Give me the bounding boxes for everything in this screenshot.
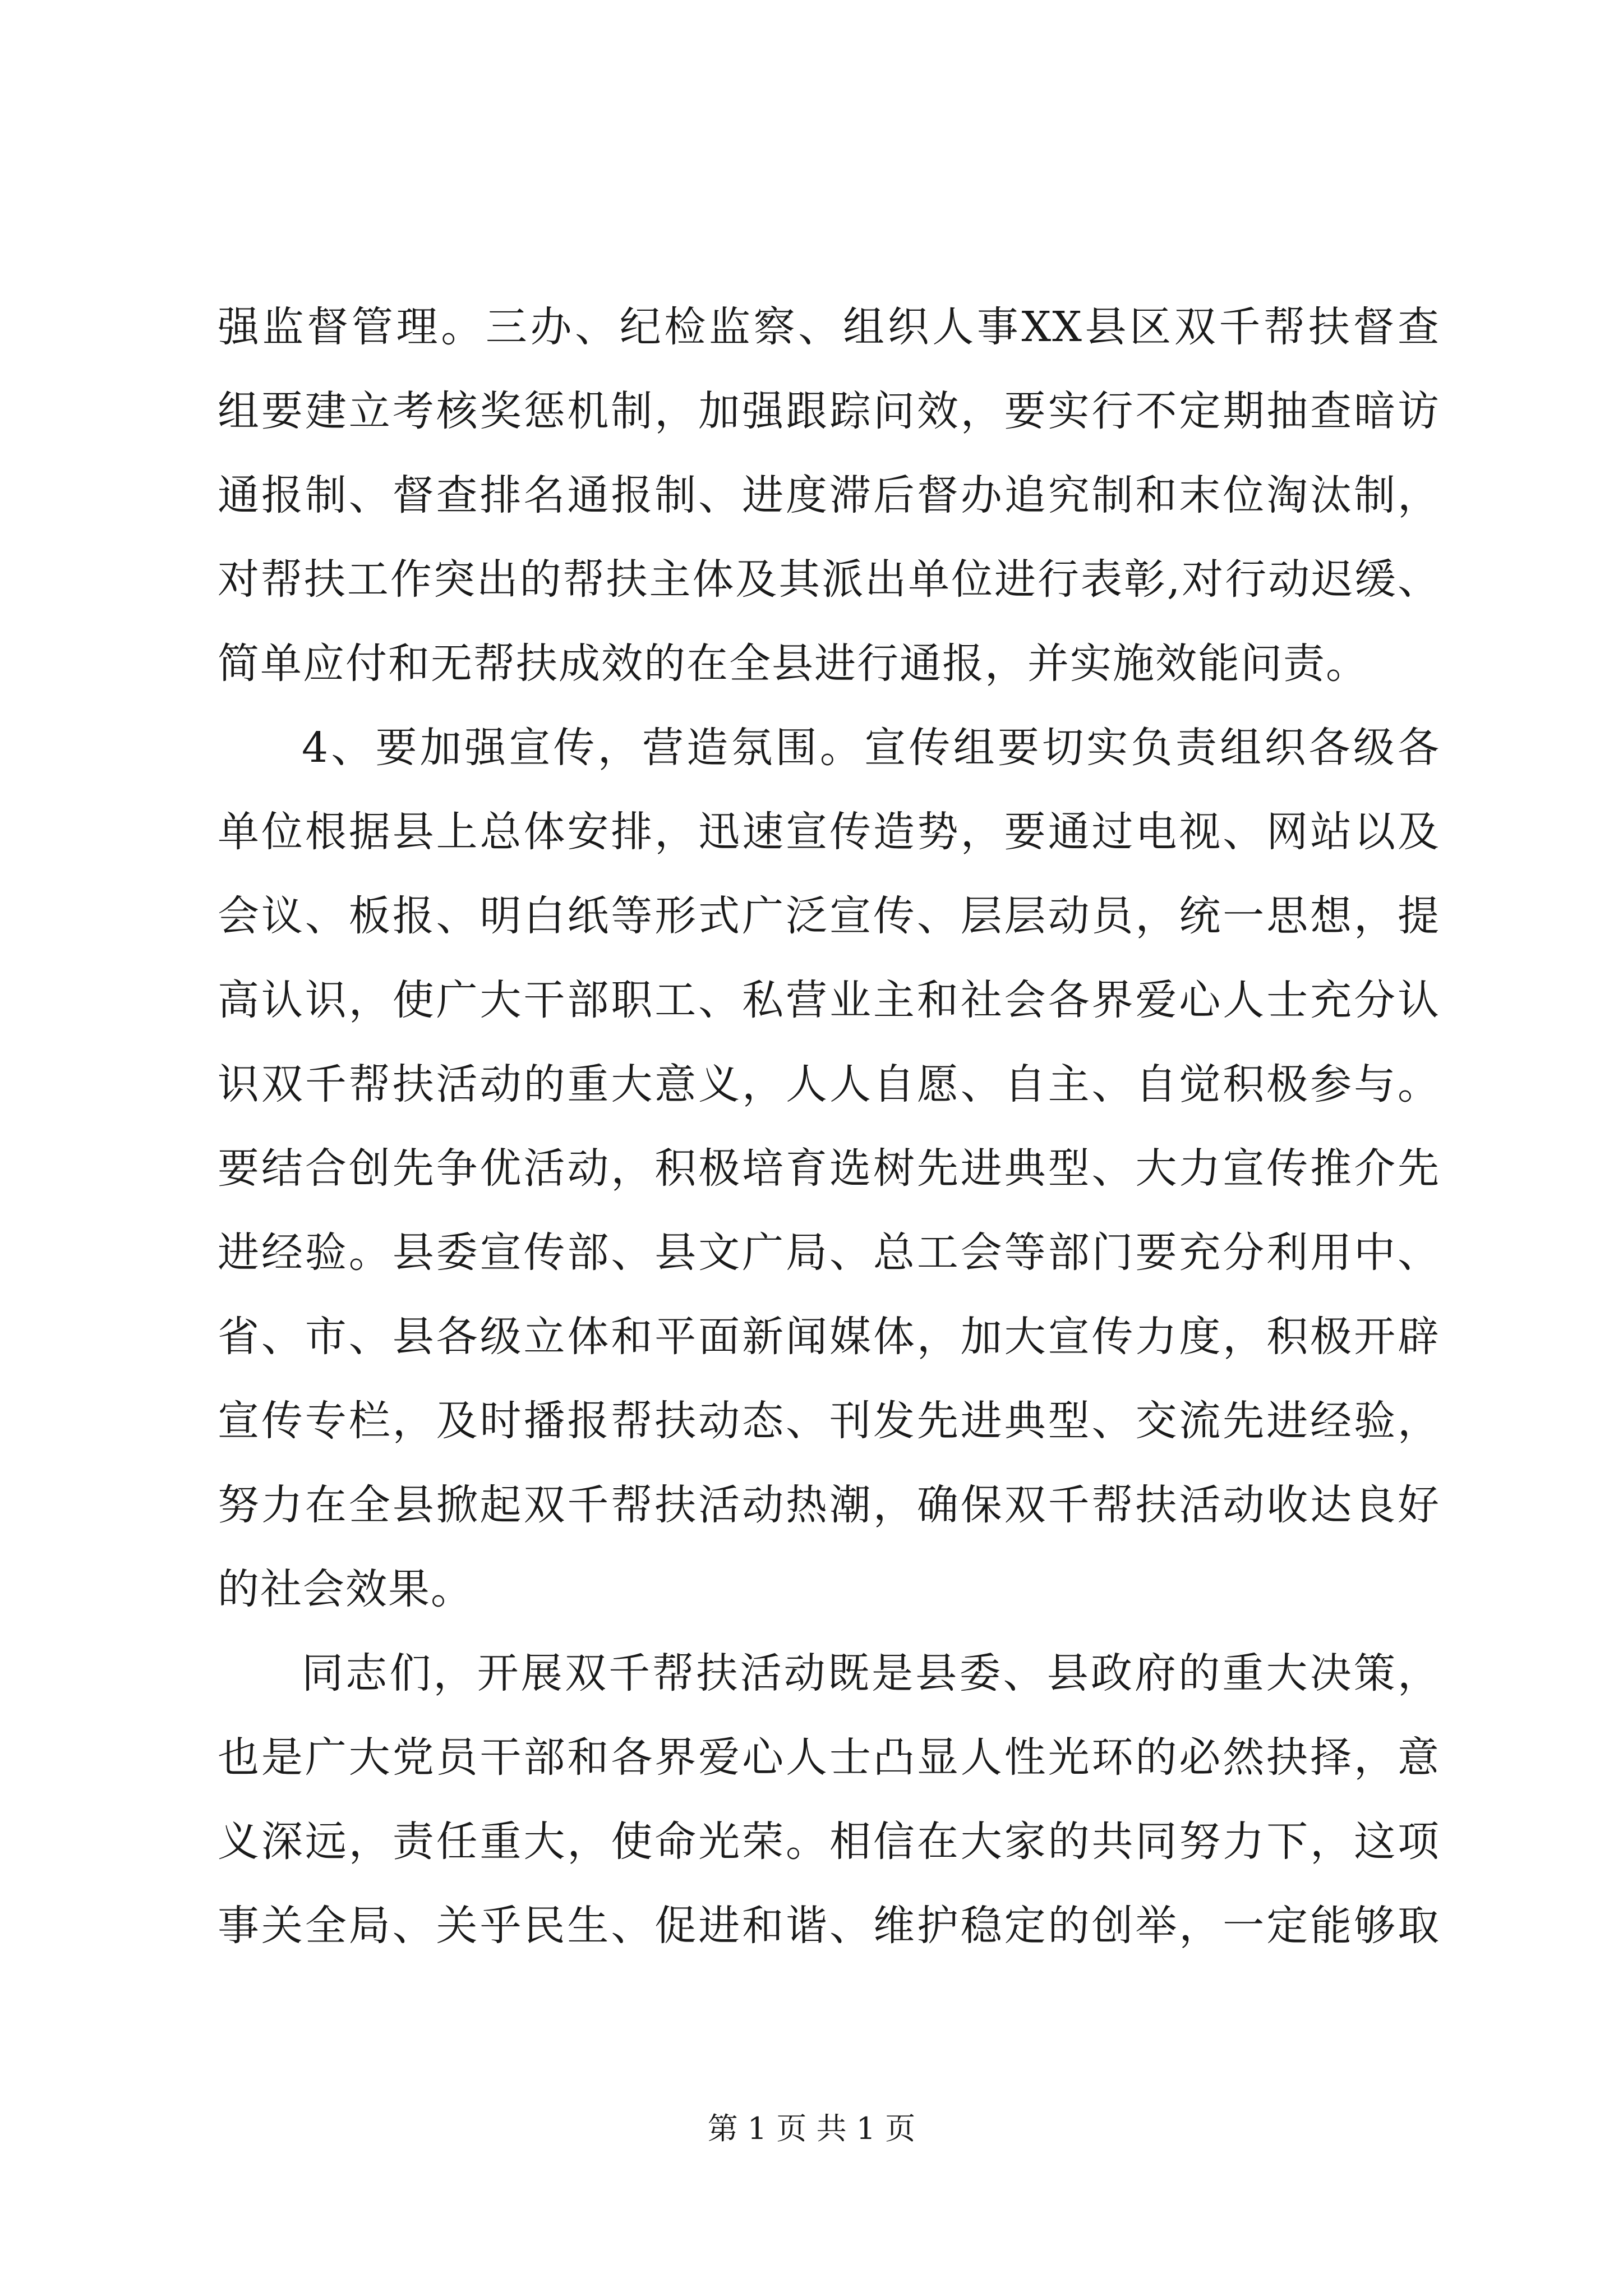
text-line: 努力在全县掀起双千帮扶活动热潮，确保双千帮扶活动收达良好 — [218, 1481, 1440, 1529]
text-line: 高认识，使广大干部职工、私营业主和社会各界爱心人士充分认 — [218, 976, 1440, 1024]
text-line: 对帮扶工作突出的帮扶主体及其派出单位进行表彰,对行动迟缓、 — [218, 555, 1440, 604]
text-line: 同志们，开展双千帮扶活动既是县委、县政府的重大决策， — [302, 1649, 1440, 1697]
text-line: 简单应付和无帮扶成效的在全县进行通报，并实施效能问责。 — [218, 639, 1368, 688]
text-line: 通报制、督查排名通报制、进度滞后督办追究制和末位淘汰制， — [218, 471, 1440, 519]
text-line: 会议、板报、明白纸等形式广泛宣传、层层动员，统一思想，提 — [218, 892, 1440, 940]
text-line: 事关全局、关乎民生、促进和谐、维护稳定的创举，一定能够取 — [218, 1902, 1440, 1950]
text-line: 义深远，责任重大，使命光荣。相信在大家的共同努力下，这项 — [218, 1818, 1440, 1866]
text-line: 也是广大党员干部和各界爱心人士凸显人性光环的必然抉择，意 — [218, 1733, 1440, 1782]
paragraph-publicity — [218, 706, 1440, 1631]
text-line: 宣传专栏，及时播报帮扶动态、刊发先进典型、交流先进经验， — [218, 1397, 1440, 1445]
paragraph-supervision — [218, 285, 1440, 706]
text-line: 强监督管理。三办、纪检监察、组织人事XX县区双千帮扶督查 — [218, 303, 1440, 351]
text-line: 省、市、县各级立体和平面新闻媒体，加大宣传力度，积极开辟 — [218, 1313, 1440, 1361]
text-line: 4、要加强宣传，营造氛围。宣传组要切实负责组织各级各 — [302, 724, 1440, 772]
text-line: 的社会效果。 — [218, 1565, 473, 1613]
document-body — [218, 285, 1440, 1968]
text-line: 要结合创先争优活动，积极培育选树先进典型、大力宣传推介先 — [218, 1144, 1440, 1193]
paragraph-closing — [218, 1631, 1440, 1968]
text-line: 识双千帮扶活动的重大意义，人人自愿、自主、自觉积极参与。 — [218, 1060, 1440, 1108]
text-line: 进经验。县委宣传部、县文广局、总工会等部门要充分利用中、 — [218, 1228, 1440, 1277]
text-line: 组要建立考核奖惩机制，加强跟踪问效，要实行不定期抽查暗访 — [218, 387, 1440, 435]
text-line: 单位根据县上总体安排，迅速宣传造势，要通过电视、网站以及 — [218, 808, 1440, 856]
page-number-footer: 第 1 页 共 1 页 — [707, 2111, 916, 2146]
